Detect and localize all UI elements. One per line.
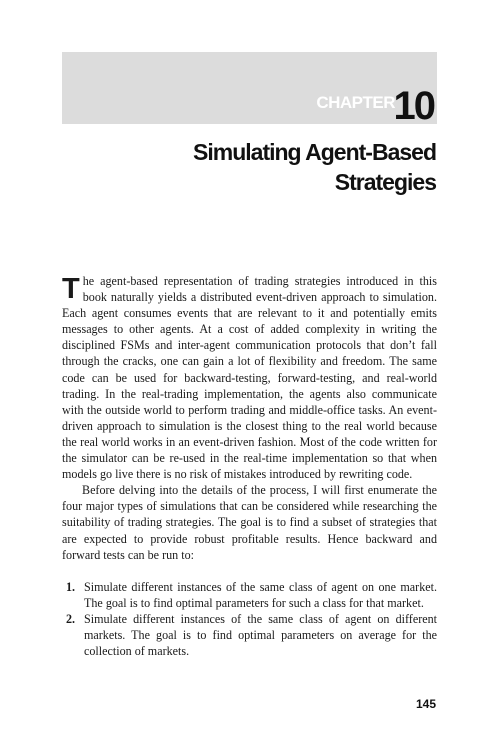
list-item-number: 1. <box>66 579 76 594</box>
chapter-header-band <box>62 52 437 128</box>
simulation-types-list <box>62 579 437 659</box>
chapter-title-line-2: Strategies <box>334 169 436 195</box>
chapter-title <box>76 137 436 197</box>
list-item-text: Simulate different instances of the same class of agent on different markets. The goal is to find optimal parameters on average for the collection of markets. <box>84 611 437 659</box>
chapter-label: CHAPTER <box>316 93 395 112</box>
page-number: 145 <box>415 697 436 711</box>
list-item-number: 2. <box>66 611 76 626</box>
opening-paragraph: The agent-based representation of trading strategies introduced in this book naturally yields a distributed event-driven approach to simulation. Each agent consumes events that are relevant to it and potentially emits messages to other agents. At a cost of added complexity in writing the disciplined FSMs and inter-agent communication protocols that don’t fall through the cracks, one can gain a lot of flexibility and freedom. The same code can be used for backward-testing, forward-testing, and real-world trading. In the real-trading implementation, the agents also communicate with the outside world to perform trading and middle-office tasks. An event-driven approach to simulation is the closest thing to the real world because the real world works in an event-driven fashion. Most of the code written for the simulator can be re-used in the real-time implementation so that when models go live there is no risk of mistakes introduced by rewriting code. <box>62 273 437 482</box>
chapter-body <box>62 273 437 659</box>
list-item <box>62 579 437 611</box>
chapter-number: 10 <box>393 84 434 128</box>
list-item-text: Simulate different instances of the same class of agent on one market. The goal is to find optimal parameters for such a class for that market. <box>84 579 437 610</box>
list-item <box>62 611 437 659</box>
chapter-title-line-1: Simulating Agent-Based <box>193 139 436 165</box>
second-paragraph: Before delving into the details of the process, I will first enumerate the four major types of simulations that can be considered while researching the suitability of trading strategies. The goal is to find a subset of strategies that are expected to provide robust profitable results. Hence backward and forward tests can be run to: <box>62 483 437 562</box>
